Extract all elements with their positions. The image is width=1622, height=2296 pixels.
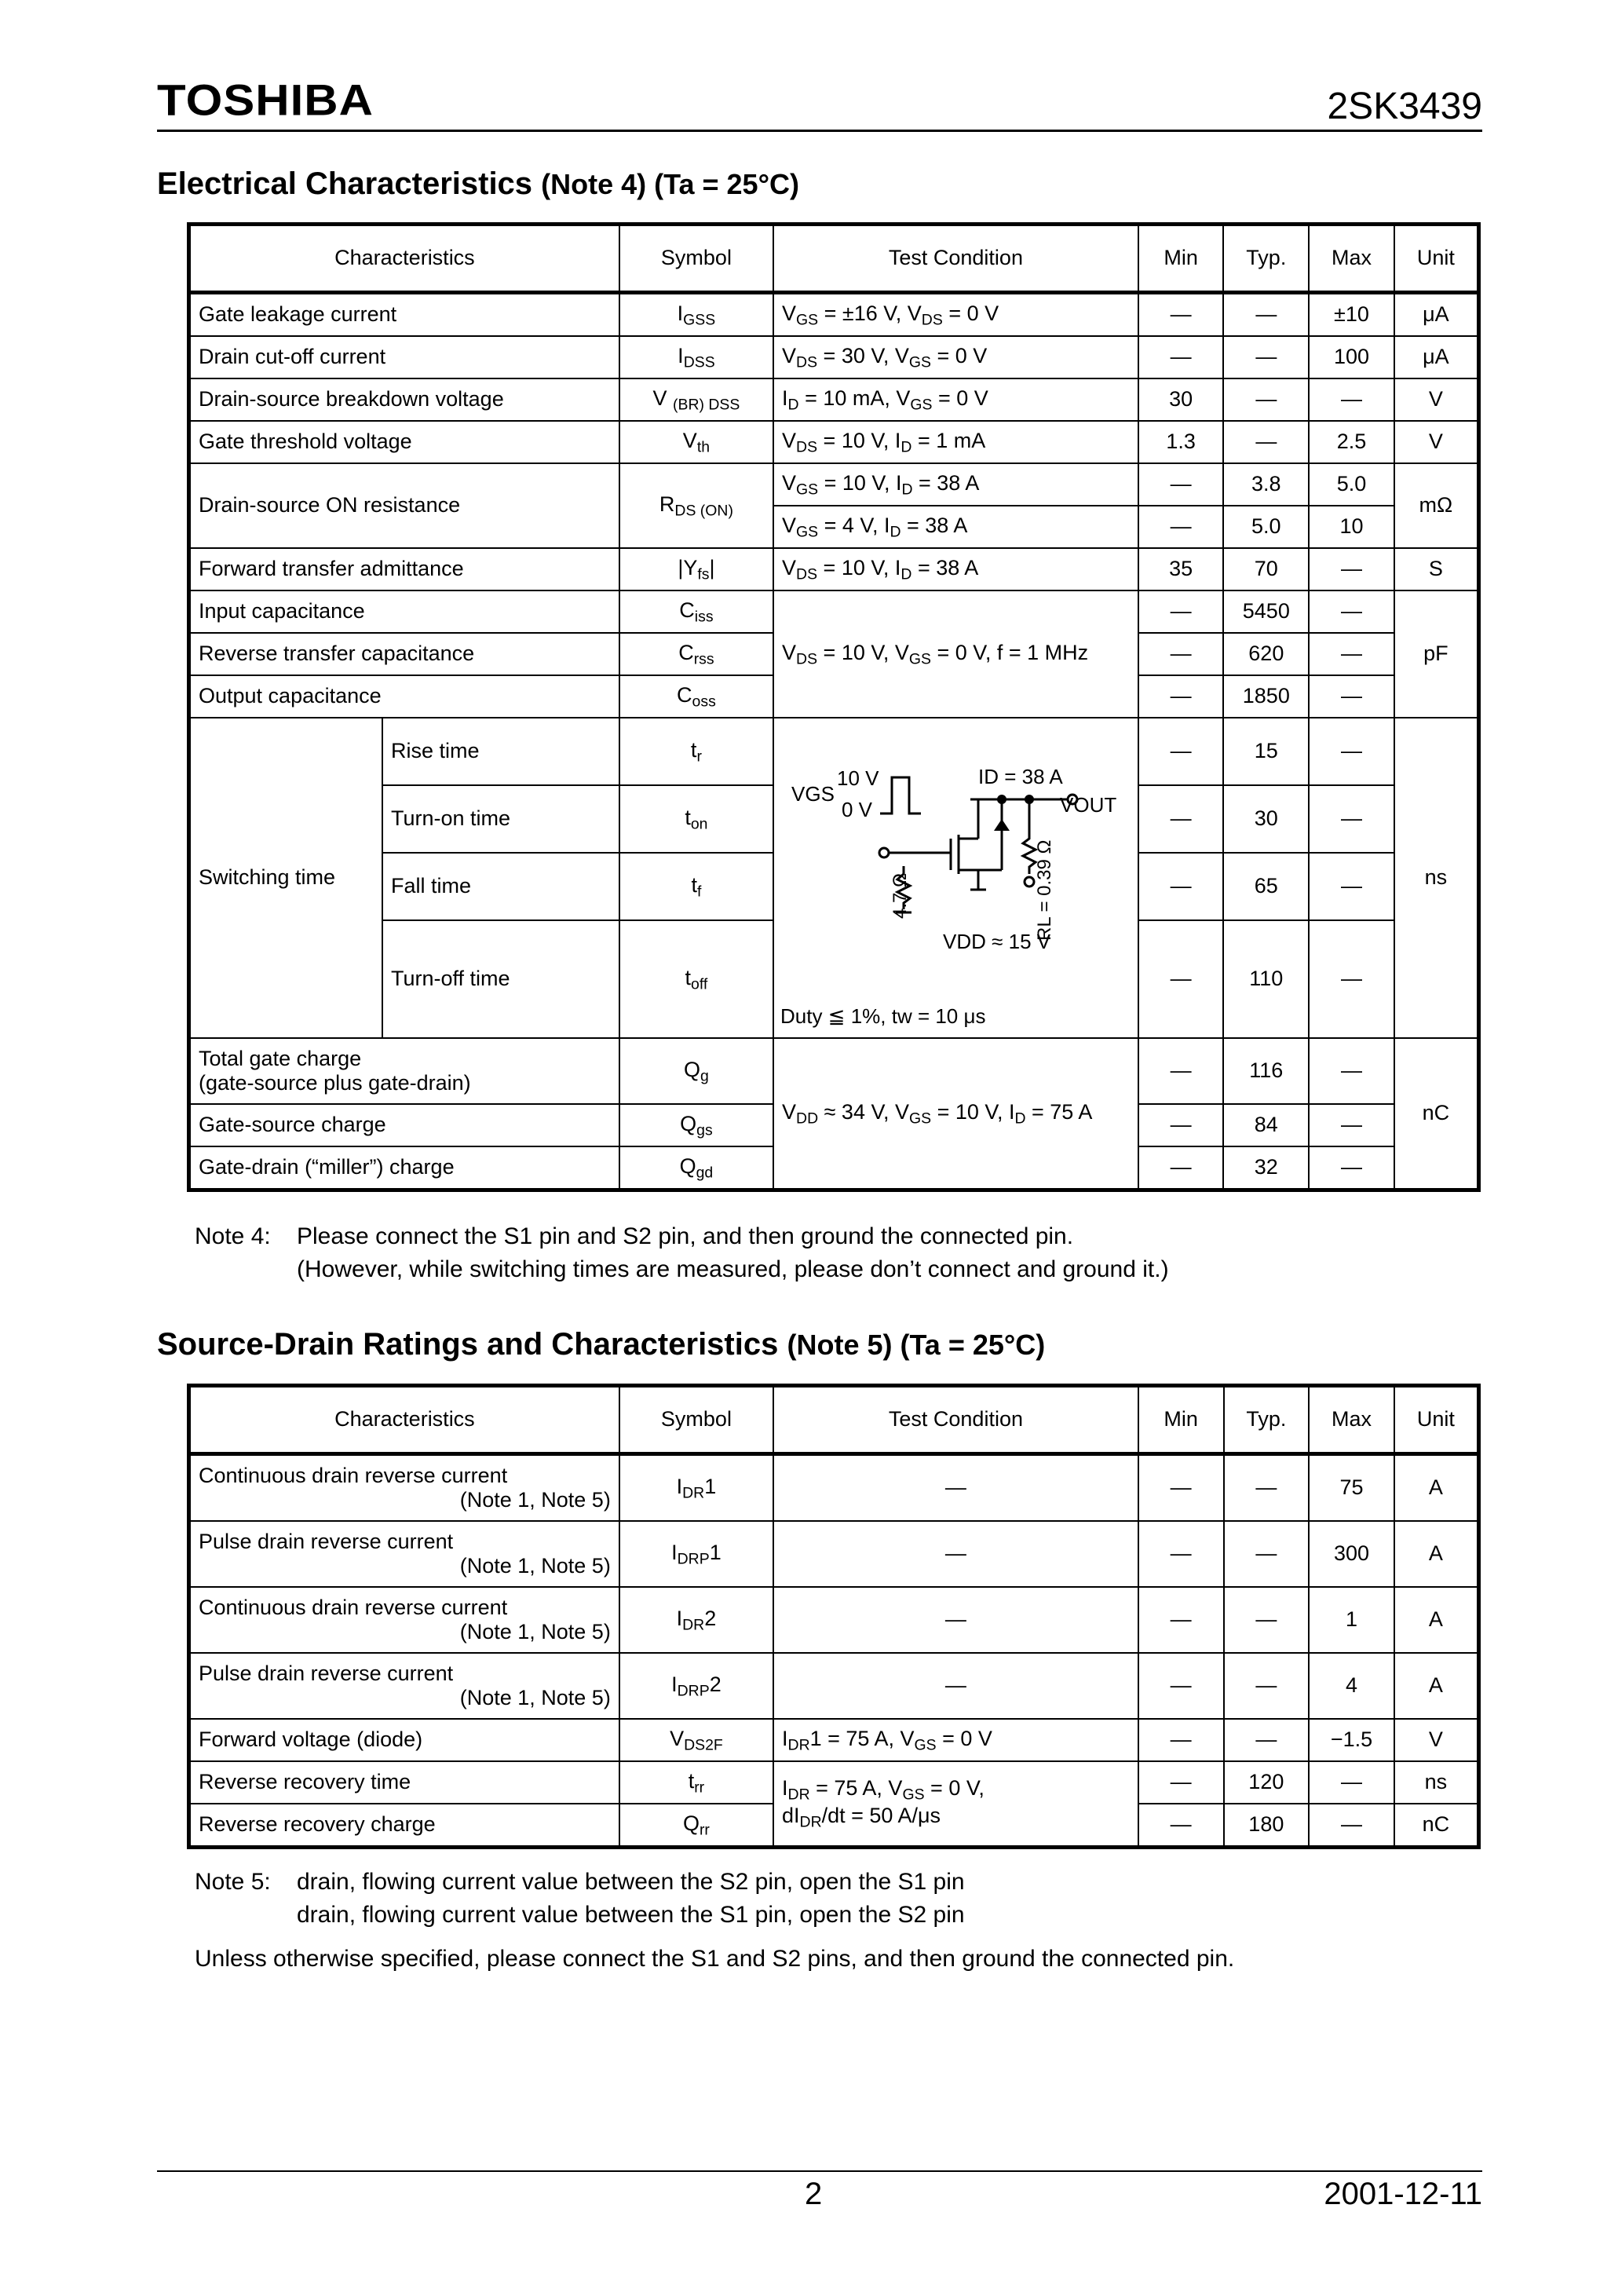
col-header: Max: [1309, 1386, 1394, 1454]
electrical-characteristics-table: [187, 222, 1481, 1192]
section-note-ref: (Note 4) (Ta = 25°C): [541, 168, 799, 200]
note-4-label: Note 4:: [195, 1223, 271, 1249]
table-row: Drain-source breakdown voltage V $_{(BR) DSS}$ $I_D = 10$ mA, $V_{GS} = 0$ V 30 ― ― V: [189, 378, 1479, 421]
section-source-drain-title: [157, 1327, 1045, 1362]
table-row: Output capacitance $C_{oss}$ ― 1850 ―: [189, 675, 1479, 718]
table-row: Gate leakage current $I_{GSS}$ $V_{GS} = \pm 16$ V, $V_{DS} = 0$ V ― ― ±10 μA: [189, 293, 1479, 337]
table-row: Pulse drain reverse current (Note 1, Note 5) $I_{DRP}2$ ― ― ― 4 A: [189, 1653, 1479, 1719]
note-4-line2: (However, while switching times are measured, please don’t connect and ground it.): [297, 1256, 1169, 1282]
col-header: Characteristics: [189, 1386, 619, 1454]
col-header: Typ.: [1223, 225, 1309, 293]
section-note-ref: (Note 5) (Ta = 25°C): [787, 1329, 1046, 1361]
table-row: Forward voltage (diode) $V_{DS2F}$ $I_{DR}1 = 75$ A, $V_{GS} = 0$ V ― ― −1.5 V: [189, 1719, 1479, 1761]
table-row: Turn-off time $t_{off}$ ― 110 ―: [189, 920, 1479, 1038]
col-header: Max: [1309, 225, 1394, 293]
note-5-line2: drain, flowing current value between the S1 pin, open the S2 pin: [297, 1902, 965, 1928]
table-row: Reverse transfer capacitance $C_{rss}$ ― 620 ―: [189, 633, 1479, 675]
footer-rule: [157, 2170, 1482, 2172]
table-row: Drain-source ON resistance $R_{DS (ON)}$ $V_{GS} = 10$ V, $I_D = 38$ A ― 3.8 5.0 mΩ: [189, 463, 1479, 506]
note-5-line1: drain, flowing current value between the S2 pin, open the S1 pin: [297, 1869, 965, 1895]
col-header: Test Condition: [773, 225, 1138, 293]
table-row: Reverse recovery time $t_{rr}$ $I_{DR} = 75$ A, $V_{GS} = 0$ V, $dI_{DR}/dt = 50$ A/μs ― 120 ― ns: [189, 1761, 1479, 1804]
circuit-id-label: ID = 38 A: [978, 765, 1063, 788]
table-row: Reverse recovery charge $Q_{rr}$ ― 180 ― nC: [189, 1804, 1479, 1848]
col-header: Symbol: [619, 1386, 773, 1454]
note-5-line3: Unless otherwise specified, please connect the S1 and S2 pins, and then ground the connected pin.: [195, 1946, 1235, 1972]
col-header: Characteristics: [189, 225, 619, 293]
section-title-text: Source-Drain Ratings and Characteristics: [157, 1327, 779, 1362]
table-row: Gate-drain (“miller”) charge $Q_{gd}$ ― 32 ―: [189, 1146, 1479, 1190]
table-row: Gate threshold voltage $V_{th}$ $V_{DS} = 10$ V, $I_D = 1$ mA 1.3 ― 2.5 V: [189, 421, 1479, 463]
col-header: Unit: [1394, 1386, 1479, 1454]
col-header: Typ.: [1224, 1386, 1310, 1454]
col-header: Min: [1138, 225, 1224, 293]
col-header: Symbol: [619, 225, 773, 293]
circuit-rg-label: 4.7 Ω: [890, 873, 911, 919]
switching-test-circuit: [773, 718, 1138, 1038]
toshiba-logo: TOSHIBA: [157, 75, 374, 125]
table-row: Pulse drain reverse current (Note 1, Note 5) $I_{DRP}1$ ― ― ― 300 A: [189, 1521, 1479, 1587]
section-title-text: Electrical Characteristics: [157, 166, 533, 201]
table-row: Forward transfer admittance $|Y_{fs}|$ $V_{DS} = 10$ V, $I_D = 38$ A 35 70 ― S: [189, 548, 1479, 590]
table-row: Continuous drain reverse current (Note 1, Note 5) $I_{DR}1$ ― ― ― 75 A: [189, 1454, 1479, 1522]
circuit-v0-label: 0 V: [842, 798, 873, 821]
page-number: 2: [805, 2177, 823, 2211]
table-row: Continuous drain reverse current (Note 1, Note 5) $I_{DR}2$ ― ― ― 1 A: [189, 1587, 1479, 1653]
circuit-vdd-label: VDD ≈ 15 V: [943, 930, 1051, 953]
note-5-label: Note 5:: [195, 1869, 271, 1895]
header-rule: [157, 130, 1482, 132]
table-row: $V_{GS} = 4$ V, $I_D = 38$ A ― 5.0 10: [189, 506, 1479, 548]
col-header: Unit: [1394, 225, 1479, 293]
note-4-line1: Please connect the S1 pin and S2 pin, and then ground the connected pin.: [297, 1223, 1074, 1249]
part-number: 2SK3439: [1327, 86, 1482, 127]
table-row: Drain cut-off current $I_{DSS}$ $V_{DS} = 30$ V, $V_{GS} = 0$ V ― ― 100 μA: [189, 336, 1479, 378]
col-header: Test Condition: [773, 1386, 1138, 1454]
col-header: Min: [1138, 1386, 1224, 1454]
circuit-rl-label: RL = 0.39 Ω: [1034, 839, 1056, 941]
table-header-row: [189, 1386, 1479, 1454]
table-row: Switching time Rise time $t_r$ VGS 10 V 0 V ID = 38 A VOUT VDD ≈ 15 V 4.7 Ω RL = 0.39 Ω Duty ≦ 1%, tw = 10 μs ― 15 ― ns: [189, 718, 1479, 785]
circuit-vgs-label: VGS: [791, 782, 835, 806]
table-row: Gate-source charge $Q_{gs}$ ― 84 ―: [189, 1104, 1479, 1146]
source-drain-table: [187, 1384, 1481, 1849]
table-row: Turn-on time $t_{on}$ ― 30 ―: [189, 785, 1479, 853]
table-header-row: [189, 225, 1479, 293]
section-electrical-title: [157, 166, 799, 202]
circuit-duty-label: Duty ≦ 1%, tw = 10 μs: [780, 1004, 986, 1028]
table-row: Fall time $t_f$ ― 65 ―: [189, 853, 1479, 920]
table-row: Total gate charge (gate-source plus gate-drain) $Q_g$ $V_{DD} \approx 34$ V, $V_{GS} = 10$ V, $I_D = 75$ A ― 116 ― nC: [189, 1038, 1479, 1104]
circuit-v10-label: 10 V: [837, 766, 879, 790]
switching-circuit-diagram: [774, 721, 1134, 1035]
circuit-vout-label: VOUT: [1060, 793, 1117, 817]
footer-date: 2001-12-11: [1324, 2177, 1482, 2211]
table-row: Input capacitance $C_{iss}$ $V_{DS} = 10$ V, $V_{GS} = 0$ V, f = 1 MHz ― 5450 ― pF: [189, 590, 1479, 633]
